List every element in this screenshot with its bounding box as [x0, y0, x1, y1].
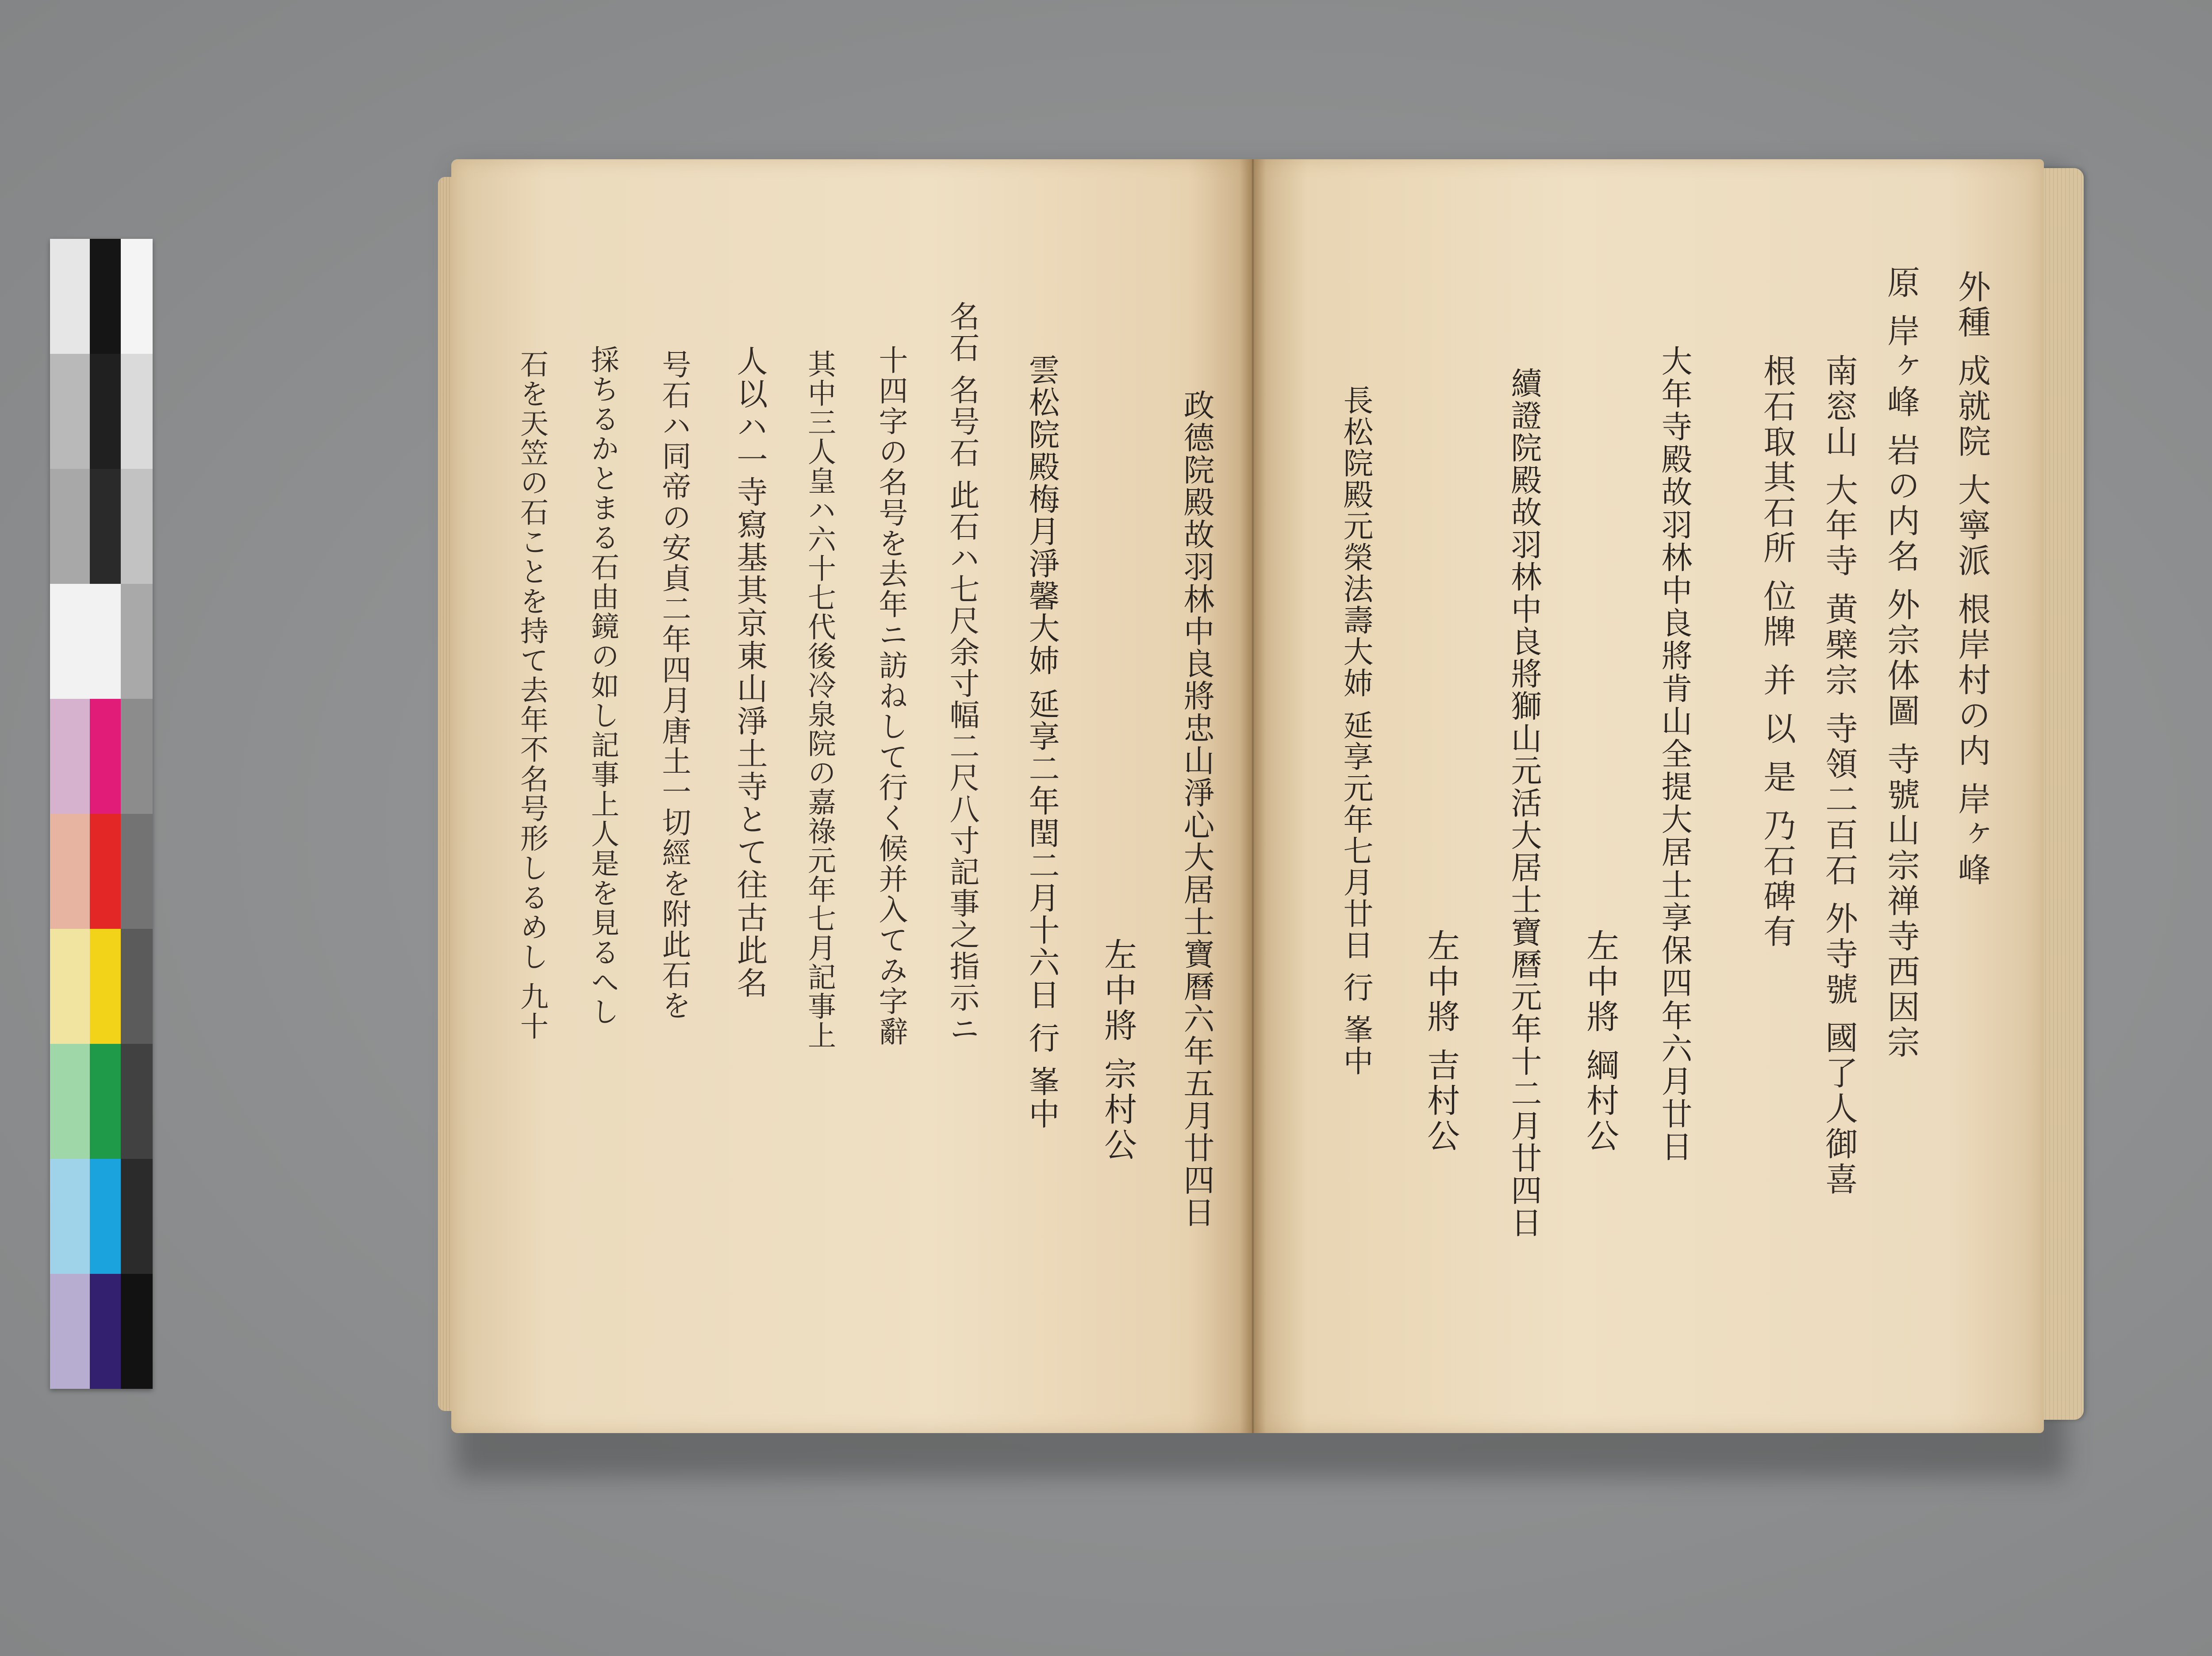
color-patch [90, 469, 121, 584]
right-col-7: 續證院殿故羽林中良將獅山元活大居士寶曆元年十二月廿四日 [1506, 367, 1542, 1239]
left-col-3: 雲松院殿梅月淨馨大姉 延享二年閏二月十六日 行 峯中 [1024, 354, 1060, 1130]
color-patch [50, 1159, 90, 1274]
left-col-7: 人以ハ一寺寫基其京東山淨土寺とて往古此名 [732, 345, 768, 1000]
left-col-9: 採ちるかとまる石由鏡の如し記事上人是を見るへし [586, 345, 619, 1027]
book-gutter [1240, 159, 1266, 1433]
color-patch [90, 1044, 121, 1159]
left-col-1: 政德院殿故羽林中良將忠山淨心大居士寶曆六年五月廿四日 [1179, 389, 1215, 1229]
color-patch [90, 584, 121, 699]
color-patch [90, 1274, 121, 1389]
color-patch [90, 814, 121, 929]
right-col-4: 根石取其石所 位牌 并 以 是 乃石碑有 [1758, 354, 1796, 950]
color-patch [121, 814, 153, 929]
left-col-10: 石を天笠の石ことを持て去年不名号形しるめし 九十 [515, 349, 548, 1042]
left-col-2: 左中將 宗村公 [1099, 938, 1137, 1163]
color-patch [50, 1044, 90, 1159]
color-patch [121, 1274, 153, 1389]
color-patch [50, 699, 90, 814]
right-col-8: 左中將 吉村公 [1422, 929, 1460, 1154]
right-col-3: 南窓山 大年寺 黄檗宗 寺領二百石 外寺號 國了人御喜 [1820, 354, 1858, 1198]
color-patch [50, 814, 90, 929]
color-patch [121, 469, 153, 584]
color-patch [90, 699, 121, 814]
color-patch [50, 354, 90, 469]
color-patch [90, 239, 121, 354]
color-patch [50, 1274, 90, 1389]
color-patch [121, 929, 153, 1044]
color-patch [50, 929, 90, 1044]
color-patch [50, 584, 90, 699]
color-patch [50, 239, 90, 354]
right-col-9: 長松院殿元榮法壽大姉 延享元年七月廿日 行 峯中 [1338, 385, 1373, 1077]
color-patch [90, 354, 121, 469]
left-col-8: 号石ハ同帝の安貞二年四月唐土一切經を附此石を [657, 349, 691, 1021]
right-col-5: 大年寺殿故羽林中良將肯山全提大居士享保四年六月廿日 [1656, 345, 1693, 1163]
right-col-1: 外種 成就院 大寧派 根岸村の内 岸ヶ峰 [1953, 270, 1991, 889]
color-patch [121, 584, 153, 699]
color-patch [121, 354, 153, 469]
left-page [451, 159, 1252, 1433]
open-book [438, 133, 2084, 1482]
left-col-4: 名石 名号石 此石ハ七尺余寸幅二尺八寸記事之指示ニ [945, 301, 979, 1045]
color-patch [50, 469, 90, 584]
color-patch [121, 1159, 153, 1274]
right-col-6: 左中將 綱村公 [1581, 929, 1619, 1154]
color-checker-strip [50, 239, 153, 1389]
color-patch [121, 699, 153, 814]
right-col-2: 原 岸ヶ峰 岩の内名 外宗体圖 寺號山宗禅寺西因宗 [1882, 265, 1920, 1061]
left-col-6: 其中三人皇ハ六十七代後冷泉院の嘉祿元年七月記事上 [803, 349, 836, 1050]
color-patch [121, 1044, 153, 1159]
color-patch [90, 929, 121, 1044]
color-patch [90, 1159, 121, 1274]
left-col-5: 十四字の名号を去年ニ訪ねして行く候并入てみ字辭 [874, 345, 908, 1047]
color-patch [121, 239, 153, 354]
